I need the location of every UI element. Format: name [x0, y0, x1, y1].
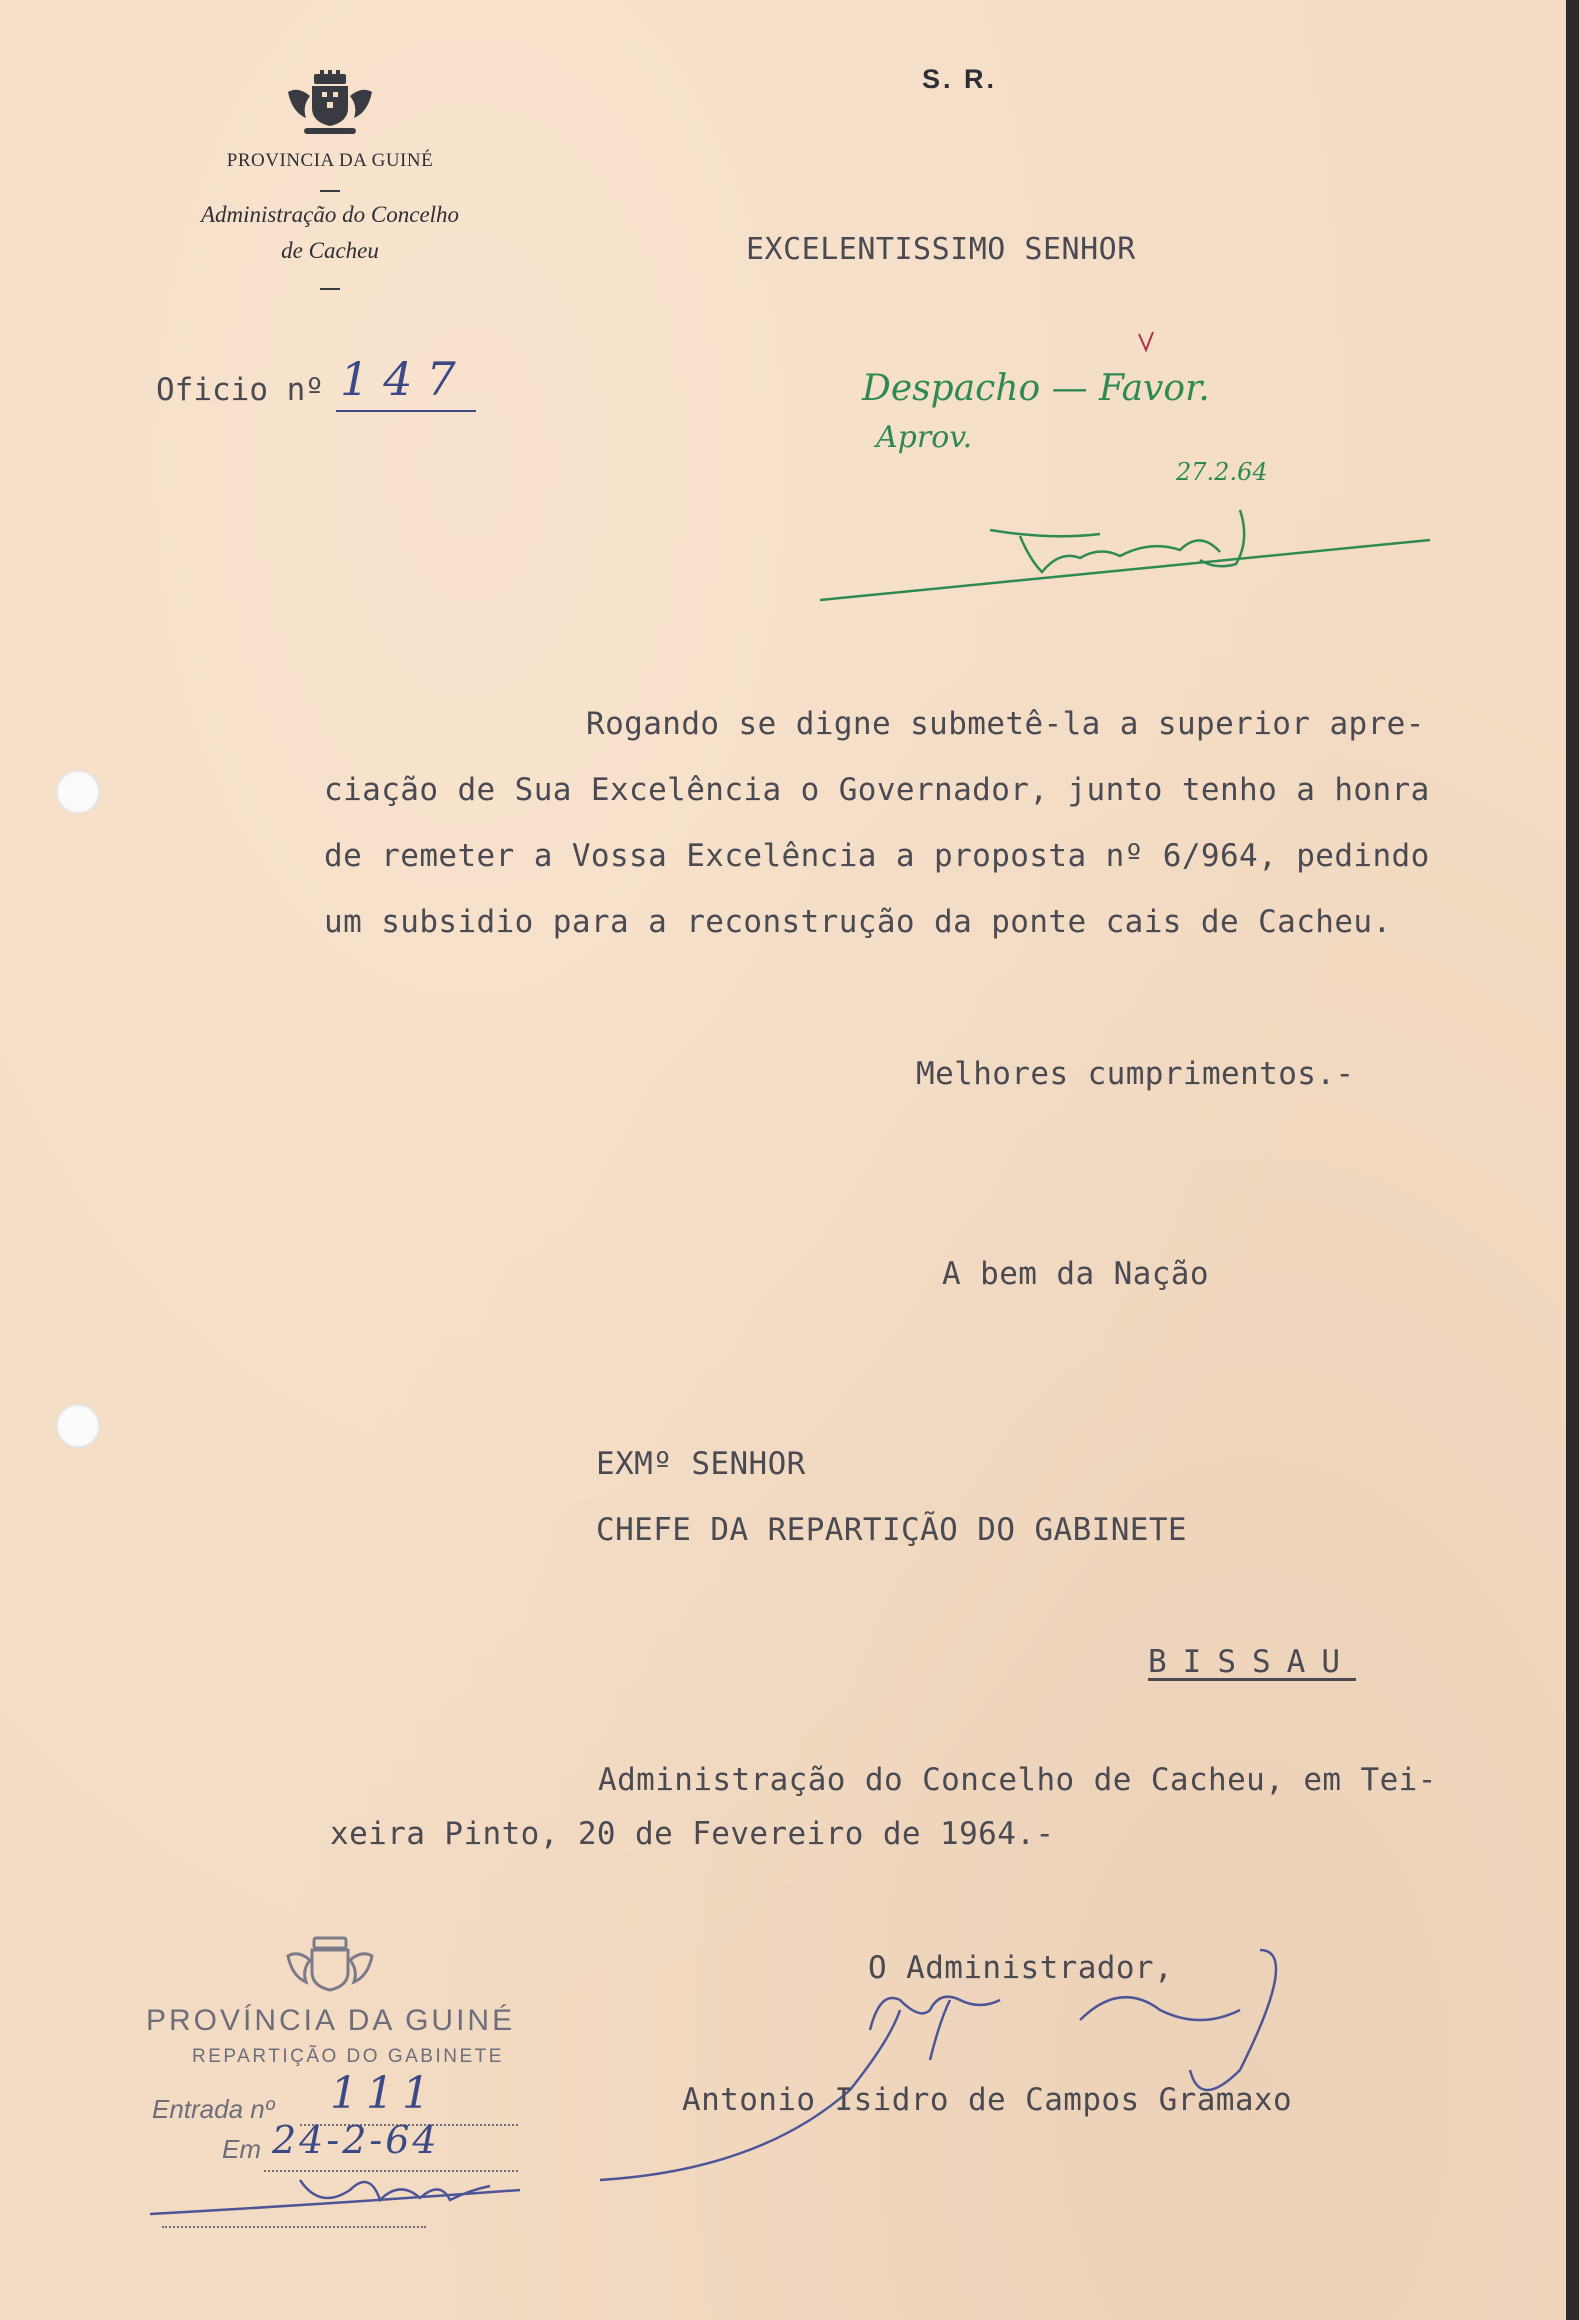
green-signature — [820, 500, 1440, 610]
addressee-line-2: CHEFE DA REPARTIÇÃO DO GABINETE — [596, 1512, 1187, 1548]
body-line-4: um subsidio para a reconstrução da ponte cais de Cacheu. — [324, 904, 1392, 940]
coat-of-arms-icon — [284, 70, 376, 138]
divider-dash-2 — [320, 288, 340, 290]
administrator-signature — [600, 1940, 1300, 2190]
stamp-initials — [150, 2150, 530, 2230]
oficio-label: Oficio nº — [156, 372, 324, 408]
punch-hole-bottom — [56, 1404, 100, 1448]
annotation-line1: Despacho — Favor. — [862, 368, 1210, 409]
sr-mark: S. R. — [922, 64, 998, 94]
body-line-1: Rogando se digne submetê-la a superior apre- — [586, 706, 1425, 742]
province-heading: PROVINCIA DA GUINÉ — [226, 150, 434, 171]
stamp-entrada-value: 111 — [330, 2068, 438, 2119]
stamp-em-value: 24-2-64 — [272, 2118, 440, 2162]
addressee-line-1: EXMº SENHOR — [596, 1446, 806, 1482]
signatory-title: O Administrador, — [868, 1950, 1174, 1986]
oficio-underline — [336, 410, 476, 412]
addressee-city: BISSAU — [1148, 1644, 1356, 1680]
stamp-entrada-label: Entrada nº — [152, 2094, 275, 2124]
annotation-date: 27.2.64 — [1176, 458, 1268, 486]
place-date-line-2: xeira Pinto, 20 de Fevereiro de 1964.- — [330, 1816, 1055, 1852]
stamp-department: REPARTIÇÃO DO GABINETE — [192, 2046, 504, 2067]
check-mark-icon — [1136, 330, 1156, 354]
signatory-name: Antonio Isidro de Campos Gramaxo — [682, 2082, 1293, 2118]
administration-line1: Administração do Concelho — [200, 202, 460, 227]
closing-salute: A bem da Nação — [942, 1256, 1209, 1292]
stamp-province: PROVÍNCIA DA GUINÉ — [146, 2004, 516, 2037]
administration-line2: de Cacheu — [281, 238, 379, 263]
divider-dash — [320, 190, 340, 192]
place-date-line-1: Administração do Concelho de Cacheu, em Tei- — [598, 1762, 1437, 1798]
stamp-bottom-line — [162, 2226, 426, 2228]
stamp-em-label: Em — [222, 2134, 261, 2164]
salutation: EXCELENTISSIMO SENHOR — [746, 232, 1136, 267]
closing-greeting: Melhores cumprimentos.- — [916, 1056, 1355, 1092]
punch-hole-top — [56, 770, 100, 814]
body-line-2: ciação de Sua Excelência o Governador, junto tenho a honra — [324, 772, 1430, 808]
body-line-3: de remeter a Vossa Excelência a proposta nº 6/964, pedindo — [324, 838, 1430, 874]
annotation-line2: Aprov. — [876, 420, 973, 455]
oficio-number: 147 — [340, 352, 470, 406]
stamp-coat-of-arms-icon — [284, 1934, 376, 2000]
